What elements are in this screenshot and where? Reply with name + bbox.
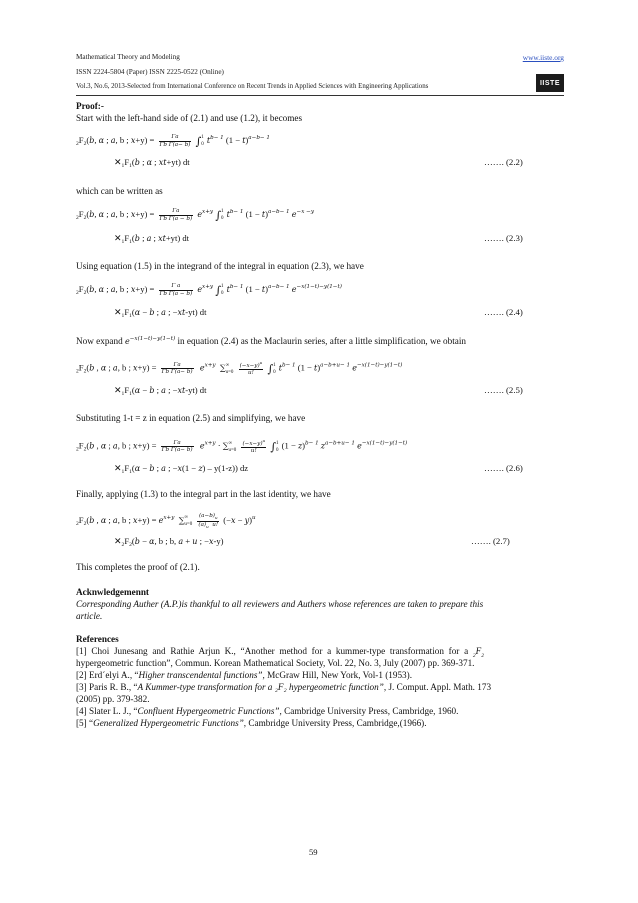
reference-1-line1: [1] Choi Junesang and Rathie Arjun K., “Another method for a kummer-type transformation for a $_2F_2$ (76, 646, 484, 659)
references-heading: References (76, 634, 119, 644)
reference-4 (76, 706, 458, 717)
equation-2-5-line1: $_2F_2(b$ , α ; a, b ; x+y) = $\frac{\Gamma a}{\text{Γb Γ(a− b)}}$ $e^{x+y}$ ∑ ∞ u=0 $\frac{(-x-y)^u}{u!}$ ∫ 1 0 $t^{b- 1}$ $(1 - t)^{a-b+u- 1}$ $e^{-x(1-t)-y(1-t)}$ (76, 360, 403, 376)
reference-4-title: Confluent Hypergeometric Functions”, (137, 706, 282, 716)
equation-number-2-6: ……. (2.6) (484, 463, 523, 473)
equation-2-2-line2: $✕_1F_1(b$ ; α ; xt+yt) dt (114, 157, 190, 169)
text-substituting: Substituting 1-t = z in equation (2.5) and simplifying, we have (76, 413, 306, 423)
equation-2-6-line2: $✕_1F_1(\alpha - b$ ; a ; −x(1 − z) – y(1-z)) dz (114, 463, 249, 475)
equation-2-5-line2: $✕_1F_1(\alpha - b$ ; a ; −xt-yt) dt (114, 385, 207, 397)
proof-conclusion: This completes the proof of (2.1). (76, 562, 200, 572)
reference-1-line2: hypergeometric function”, Commun. Korean Mathematical Society, Vol. 22, No. 3, July (2007) pp. 369-371. (76, 658, 475, 668)
text-finally-applying: Finally, applying (1.3) to the integral part in the last identity, we have (76, 489, 331, 499)
ack-text-line2: article. (76, 611, 103, 621)
reference-5 (76, 718, 427, 729)
reference-2-title: Higher transcendental functions”, (138, 670, 265, 680)
ack-heading: Acknwledgemennt (76, 587, 149, 597)
reference-4-publisher: Cambridge University Press, Cambridge, 1960. (281, 706, 459, 716)
reference-4-authors: [4] Slater L. J., “ (76, 706, 138, 716)
text-now-expand-b: in equation (2.4) as the Maclaurin series, after a little simplification, we obtain (177, 336, 466, 346)
equation-number-2-7: ……. (2.7) (471, 536, 510, 546)
equation-number-2-5: ……. (2.5) (484, 385, 523, 395)
equation-number-2-4: ……. (2.4) (484, 307, 523, 317)
equation-2-3-line2: $✕_1F_1(b$ ; a ; xt+yt) dt (114, 233, 190, 245)
reference-2-publisher: McGraw Hill, New York, Vol-1 (1953). (264, 670, 413, 680)
reference-5-prefix: [5] “ (76, 718, 94, 728)
proof-intro: Start with the left-hand side of (2.1) and use (1.2), it becomes (76, 113, 303, 123)
page-number: 59 (309, 847, 318, 857)
equation-2-2-line1: $_2F_2(b$, α ; a, b ; x+y) = $\frac{\Gamma a}{\text{Γb Γ(a− b)}}$ ∫ 1 0 $t^{b- 1}$ $(1 - t)^{a-b- 1}$ (76, 134, 270, 148)
text-now-expand-a: Now expand (76, 336, 123, 346)
equation-2-4-line1: $_2F_2(b$, α ; a, b ; x+y) = $\frac{\text{Γ a}}{\text{Γb Γ(a − b)}}$ $e^{x+y}$ ∫ 1 0 $t^{b- 1}$ $(1 - t)^{a-b- 1}$ $e^{-x(1-t)-y(1-t)}$ (76, 283, 342, 297)
reference-2-authors: [2] Erd´elyi A., “ (76, 670, 139, 680)
text-now-expand: Now expand $e^{-x(1-t)-y(1-t)}$ in equation (2.4) as the Maclaurin series, after a little simplification, we obtain (76, 336, 466, 346)
journal-name: Mathematical Theory and Modeling (76, 53, 180, 61)
equation-2-7-line2: $✕_2F_2(b - \alpha$, b ; b, a + u ; −x-y) (114, 536, 224, 548)
equation-2-6-line1: $_2F_2(b$ , α ; a, b ; x+y) = $\frac{\Gamma a}{\text{Γb Γ(a− b)}}$ $e^{x+y}$ · ∑ ∞ u=0 $\frac{(-x-y)^u}{u!}$ ∫ 1 0 $(1 - z)^{b- 1}$ $z^{a-b+u- 1}$ $e^{-x(1-t)-y(1-t)}$ (76, 438, 408, 454)
equation-2-4-line2: $✕_1F_1(\alpha - b$ ; a ; −xt-yt) dt (114, 307, 207, 319)
reference-5-publisher: Cambridge University Press, Cambridge,(1966). (246, 718, 427, 728)
reference-3-authors: [3] Paris R. B., “ (76, 682, 138, 692)
text-written-as: which can be written as (76, 186, 163, 196)
text-using-eq15: Using equation (1.5) in the integrand of the integral in equation (2.3), we have (76, 261, 364, 271)
iiste-logo: IISTE (536, 74, 564, 92)
equation-2-3-line1: $_2F_2(b$, α ; a, b ; x+y) = $\frac{\Gamma a}{\text{Γb Γ(a − b)}}$ $e^{x+y}$ ∫ 1 0 $t^{b- 1}$ $(1 - t)^{a-b- 1}$ $e^{-x -y}$ (76, 208, 314, 222)
reference-3-line1 (76, 682, 491, 693)
reference-3-journal: J. Comput. Appl. Math. 173 (386, 682, 492, 692)
ack-text-line1: Corresponding Auther (A.P.)is thankful to all reviewers and Authers whose references are taken to prepare this (76, 599, 484, 609)
issn-line: ISSN 2224-5804 (Paper) ISSN 2225-0522 (Online) (76, 68, 224, 76)
reference-3-title: A Kummer-type transformation for a ₂F₂ hypergeometric function”, (137, 682, 387, 692)
reference-2 (76, 670, 412, 681)
proof-heading: Proof:- (76, 101, 104, 111)
journal-url-link[interactable]: www.iiste.org (522, 53, 564, 62)
equation-2-7-line1: $_2F_2(b$ , α ; a, b ; $x+y) = e^{x+y}$ ∑ ∞ u=0 $\frac{(a-b)_u}{(a)_u u!}$ $(-x - y)^u$ (76, 513, 256, 529)
volume-line: Vol.3, No.6, 2013-Selected from International Conference on Recent Trends in Applied Sciences with Engineering Applications (76, 83, 429, 90)
reference-1-text: [1] Choi Junesang and Rathie Arjun K., “Another method for a kummer-type transformation for a (76, 646, 469, 656)
header-rule (76, 95, 564, 96)
reference-5-title: Generalized Hypergeometric Functions”, (93, 718, 247, 728)
equation-number-2-3: ……. (2.3) (484, 233, 523, 243)
equation-number-2-2: ……. (2.2) (484, 157, 523, 167)
reference-3-line2: (2005) pp. 379-382. (76, 694, 150, 704)
